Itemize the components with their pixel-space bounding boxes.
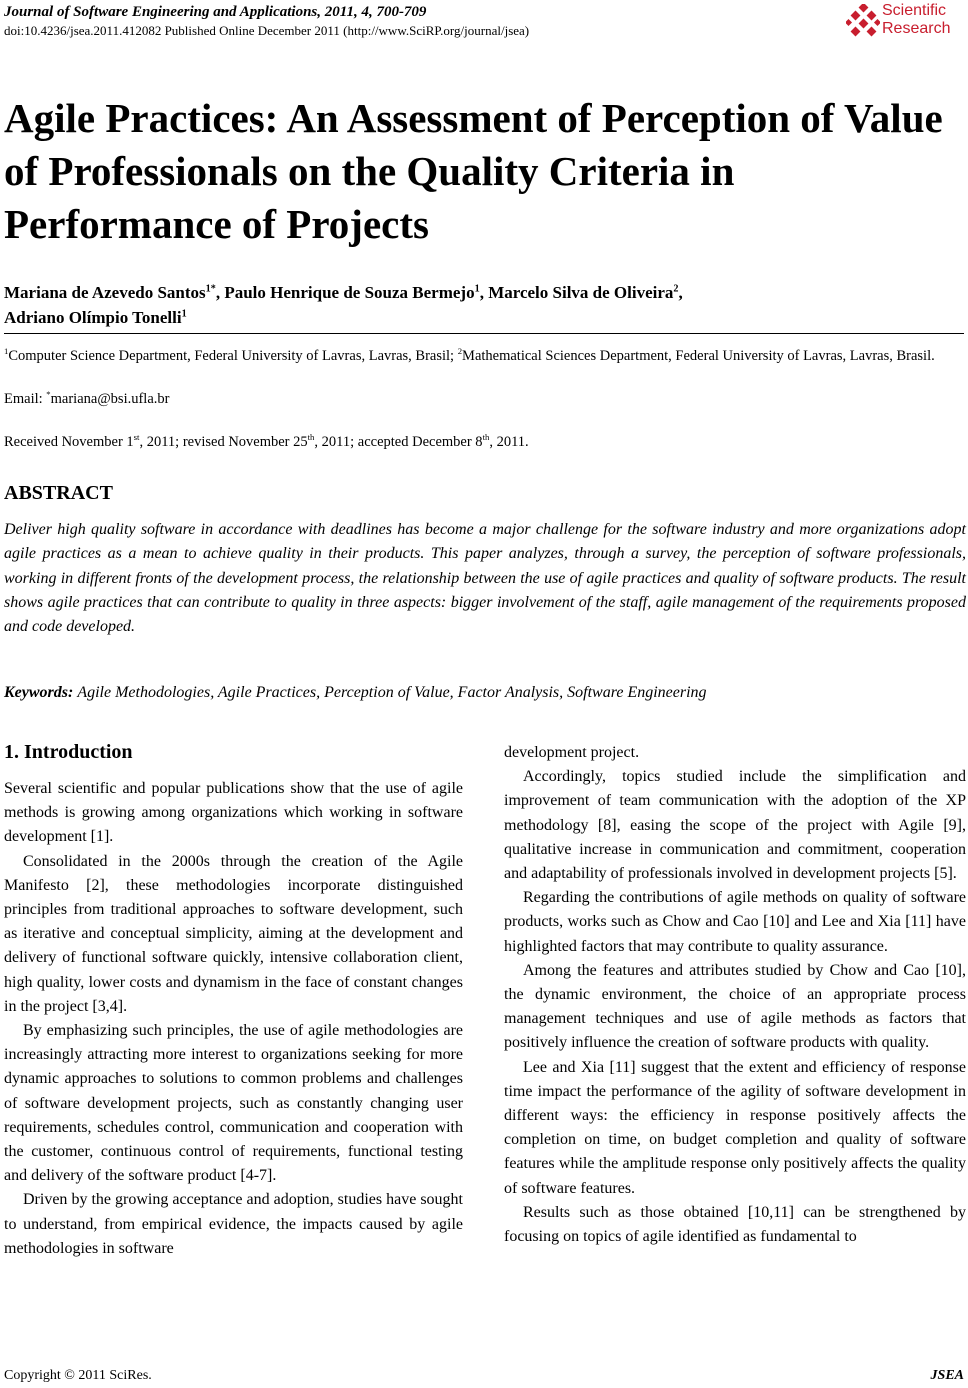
affiliation-mark: 1 (4, 346, 9, 357)
section-heading: 1. Introduction (4, 741, 133, 763)
paragraph: Consolidated in the 2000s through the creation of the Agile Manifesto [2], these methodologies incorporate distinguished principles from traditional approaches to software development, such as iterative and conceptual simplicity, aiming at the development and delivery of functional software quickly, intensive collaboration client, high quality, lower costs and dynamism in the face of constant changes in the project [3,4]. (4, 852, 463, 1015)
author-separator: , (678, 283, 683, 302)
journal-name: Journal of Software Engineering and Applications (4, 4, 318, 20)
author-affiliation-mark: 1* (205, 283, 216, 295)
logo-text (882, 2, 950, 38)
paragraph: By emphasizing such principles, the use of agile methodologies are increasingly attracting more interest to organizations seeking for more dynamic approaches to solutions to common problems and challenges of software development projects, such as constantly changing user requirements, schedules control, communication and cooperation with the customer, continuous control of requirements, functional testing and delivery of the software product [4-7]. (4, 1022, 463, 1185)
logo-line1: Scientific (882, 2, 947, 19)
author-affiliation-mark: 2 (673, 283, 679, 295)
logo-mark-icon (846, 4, 880, 38)
email-address[interactable]: mariana@bsi.ufla.br (50, 391, 170, 407)
keywords-line (4, 681, 966, 705)
received-text: , 2011. (489, 434, 529, 450)
keywords-label: Keywords (4, 684, 68, 701)
author-affiliation-mark: 1 (181, 308, 187, 320)
paper-title: Agile Practices: An Assessment of Perception of Value of Professionals on the Quality Criteria in Performance of Projects (4, 95, 943, 247)
keywords-colon: : (68, 684, 78, 701)
paragraph: Regarding the contributions of agile methods on quality of software products, works such as Chow and Cao [10] and Lee and Xia [11] have highlighted factors that may contribute to quality assurance. (504, 889, 966, 955)
affiliation-text: Mathematical Sciences Department, Federal University of Lavras, Lavras, Brasil. (462, 348, 935, 364)
email-mark: * (46, 389, 51, 400)
paragraph: Among the features and attributes studied by Chow and Cao [10], the dynamic environment, the choice of an appropriate process management techniques and use of agile methods as factors that positively influence the creation of software products with quality. (504, 961, 966, 1052)
footer-journal-abbr: JSEA (930, 1368, 964, 1383)
abstract-heading: ABSTRACT (4, 482, 113, 504)
received-dates (4, 432, 529, 453)
affiliation (4, 346, 966, 367)
author-list (4, 280, 964, 330)
received-text: , 2011; accepted December 8 (314, 434, 483, 450)
left-column (4, 777, 463, 1261)
author-affiliation-mark: 1 (474, 283, 480, 295)
doi-line: doi:10.4236/jsea.2011.412082 Published Online December 2011 (http://www.SciRP.org/journal/jsea) (4, 23, 530, 38)
journal-issue: , 2011, 4, 700-709 (317, 4, 427, 20)
header-divider (4, 333, 964, 334)
right-column (504, 741, 966, 1249)
received-text: , 2011; revised November 25 (139, 434, 308, 450)
paragraph: Results such as those obtained [10,11] can be strengthened by focusing on topics of agile identified as fundamental to (504, 1203, 966, 1246)
paragraph: Several scientific and popular publications show that the use of agile methods is growing among organizations which working in software development [1]. (4, 780, 463, 846)
footer-copyright: Copyright © 2011 SciRes. (4, 1368, 152, 1383)
ordinal-suffix: st (133, 432, 140, 443)
paragraph: Accordingly, topics studied include the simplification and improvement of team communication with the adoption of the XP methodology [8], easing the scope of the project with Agile [9], qualitative increase in communication and commitment, cooperation and adaptability of professionals involved in development projects [5]. (504, 768, 966, 883)
author-separator: , (479, 283, 489, 302)
author-name: Adriano Olímpio Tonelli (4, 308, 182, 327)
author-separator: , (215, 283, 225, 302)
affiliation-text: Computer Science Department, Federal University of Lavras, Lavras, Brasil; (8, 348, 458, 364)
journal-line (4, 3, 964, 22)
running-header (4, 3, 964, 40)
publisher-logo (846, 2, 964, 42)
received-text: Received November 1 (4, 434, 134, 450)
abstract-text: Deliver high quality software in accordance with deadlines has become a major challenge for the software industry and more organizations adopt agile practices as a mean to achieve quality in their products. This paper analyzes, through a survey, the perception of software professionals, working in different fronts of the development process, the relationship between the use of agile practices and quality of software products. The result shows agile practices that can contribute to quality in three aspects: bigger involvement of the staff, agile management of the requirements proposed and code developed. (4, 521, 966, 636)
paragraph: Lee and Xia [11] suggest that the extent and efficiency of response time impact the performance of the agility of software development in different ways: the efficiency in response positively affects the completion on time, on budget completion and quality of software features while the amplitude response only positively affects the quality of software features. (504, 1058, 966, 1197)
author-name: Mariana de Azevedo Santos (4, 283, 206, 302)
affiliation-mark: 2 (457, 346, 463, 357)
ordinal-suffix: th (482, 432, 490, 443)
email-label: Email: (4, 391, 47, 407)
paragraph: Driven by the growing acceptance and adoption, studies have sought to understand, from empirical evidence, the impacts caused by agile methodologies in software (4, 1191, 463, 1257)
author-name: Paulo Henrique de Souza Bermejo (224, 283, 475, 302)
keywords-list: Agile Methodologies, Agile Practices, Perception of Value, Factor Analysis, Software Engineering (77, 684, 707, 701)
logo-line2: Research (882, 20, 951, 37)
ordinal-suffix: th (307, 432, 315, 443)
email-line (4, 389, 169, 410)
paragraph: development project. (504, 744, 640, 761)
author-name: Marcelo Silva de Oliveira (488, 283, 674, 302)
